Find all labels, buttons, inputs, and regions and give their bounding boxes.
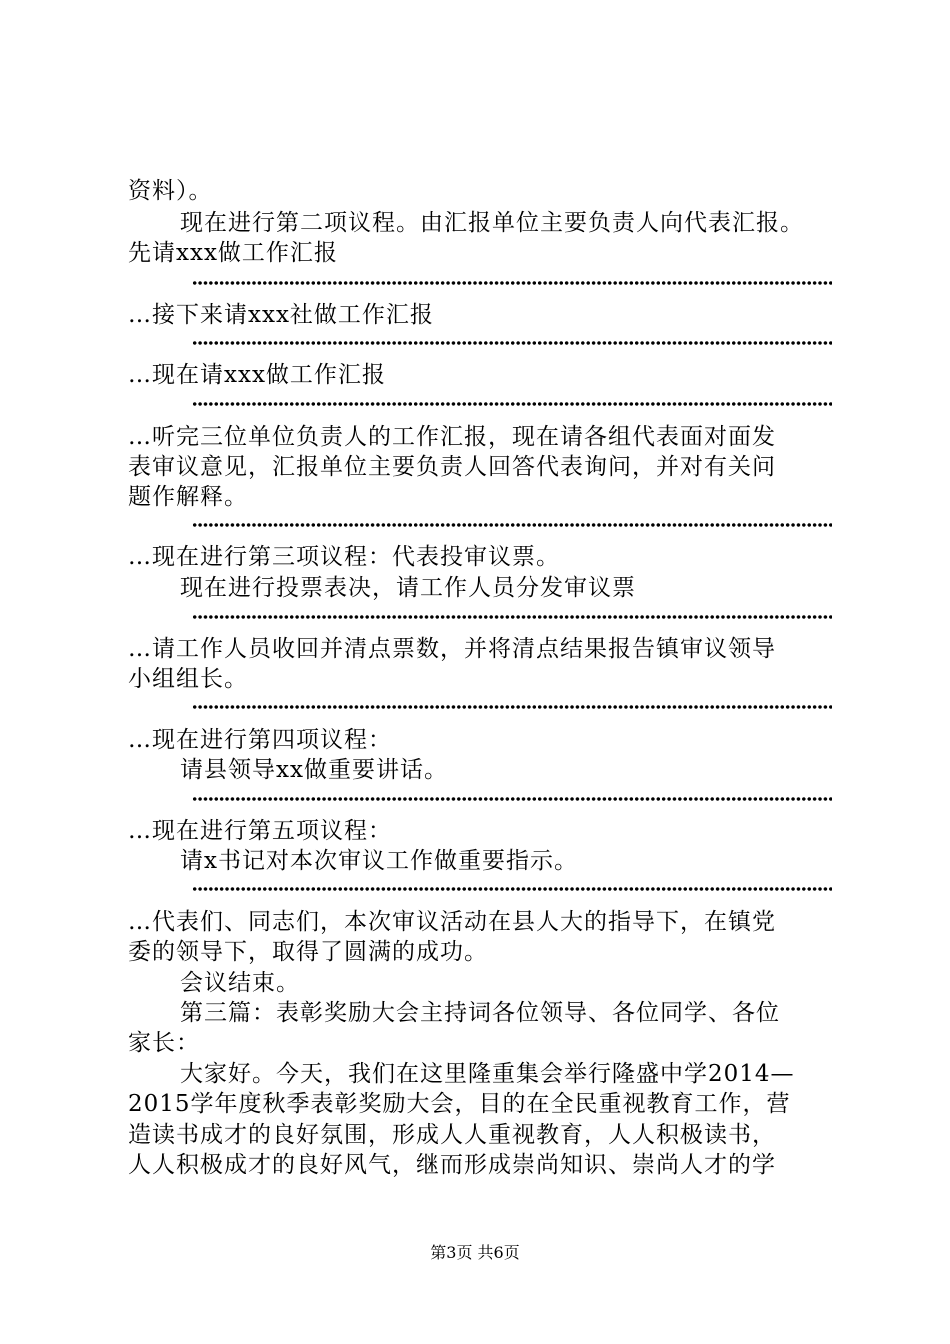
text-line: …现在进行第四项议程： bbox=[128, 727, 392, 753]
text-line: 家长： bbox=[128, 1030, 200, 1056]
text-line: …现在请xxx做工作汇报 bbox=[128, 362, 386, 388]
text-line: 2015学年度秋季表彰奖励大会，目的在全民重视教育工作，营 bbox=[128, 1091, 791, 1117]
text-line: …接下来请xxx社做工作汇报 bbox=[128, 302, 434, 328]
text-line: 会议结束。 bbox=[180, 970, 300, 996]
dotted-leader bbox=[192, 884, 832, 894]
text-line: 题作解释。 bbox=[128, 484, 248, 510]
dotted-leader bbox=[192, 338, 832, 348]
dotted-leader bbox=[192, 794, 832, 804]
dotted-leader bbox=[192, 520, 832, 530]
dotted-leader bbox=[192, 399, 832, 409]
text-line: 第三篇：表彰奖励大会主持词各位领导、各位同学、各位 bbox=[180, 1000, 780, 1026]
dotted-leader bbox=[192, 278, 832, 288]
text-line: …听完三位单位负责人的工作汇报，现在请各组代表面对面发 bbox=[128, 424, 776, 450]
text-line: 大家好。今天，我们在这里隆重集会举行隆盛中学2014— bbox=[180, 1061, 795, 1087]
text-line: 现在进行投票表决，请工作人员分发审议票 bbox=[180, 575, 636, 601]
text-line: …代表们、同志们，本次审议活动在县人大的指导下，在镇党 bbox=[128, 909, 776, 935]
page-footer: 第3页 共6页 bbox=[430, 1243, 520, 1262]
dotted-leader bbox=[192, 612, 832, 622]
text-line: 请x书记对本次审议工作做重要指示。 bbox=[180, 848, 578, 874]
text-line: 先请xxx做工作汇报 bbox=[128, 240, 338, 266]
text-line: 现在进行第二项议程。由汇报单位主要负责人向代表汇报。 bbox=[180, 210, 804, 236]
text-line: …现在进行第三项议程：代表投审议票。 bbox=[128, 544, 560, 570]
text-line: 委的领导下，取得了圆满的成功。 bbox=[128, 939, 488, 965]
text-line: 造读书成才的良好氛围，形成人人重视教育，人人积极读书， bbox=[128, 1122, 776, 1148]
dotted-leader bbox=[192, 702, 832, 712]
text-line: 人人积极成才的良好风气，继而形成崇尚知识、崇尚人才的学 bbox=[128, 1152, 776, 1178]
text-line: …现在进行第五项议程： bbox=[128, 818, 392, 844]
text-line: …请工作人员收回并清点票数，并将清点结果报告镇审议领导 bbox=[128, 636, 776, 662]
text-line: 小组组长。 bbox=[128, 666, 248, 692]
text-line: 表审议意见，汇报单位主要负责人回答代表询问，并对有关问 bbox=[128, 454, 776, 480]
text-line: 资料）。 bbox=[128, 178, 213, 204]
text-line: 请县领导xx做重要讲话。 bbox=[180, 757, 448, 783]
